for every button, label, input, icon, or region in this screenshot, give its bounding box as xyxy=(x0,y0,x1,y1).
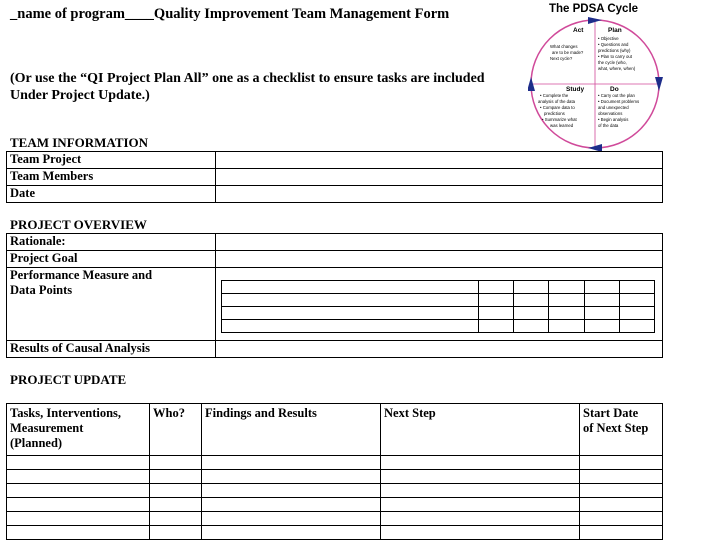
table-row xyxy=(7,512,663,526)
table-row xyxy=(7,341,663,358)
table-cell[interactable] xyxy=(202,498,381,512)
instruction-note-line-1: (Or use the “QI Project Plan All” one as a checklist to ensure tasks are included xyxy=(10,71,485,86)
pdsa-study-line: • Complete the xyxy=(540,93,569,98)
table-cell[interactable] xyxy=(150,512,202,526)
data-point-cell[interactable] xyxy=(619,320,654,333)
pdsa-plan-line: • Objective xyxy=(598,36,619,41)
pdsa-do-line: • Carry out the plan xyxy=(598,93,635,98)
team-members-label: Team Members xyxy=(7,169,216,186)
pdsa-do-line: • Document problems xyxy=(598,99,640,104)
data-point-cell[interactable] xyxy=(479,281,514,294)
project-update-table xyxy=(6,403,663,540)
table-cell[interactable] xyxy=(202,526,381,540)
table-cell[interactable] xyxy=(580,456,663,470)
instruction-note xyxy=(10,70,510,104)
table-cell[interactable] xyxy=(381,526,580,540)
table-cell[interactable] xyxy=(202,484,381,498)
data-point-cell[interactable] xyxy=(514,281,549,294)
data-point-cell[interactable] xyxy=(514,307,549,320)
pdsa-act-label: Act xyxy=(573,27,584,34)
pdsa-study-label: Study xyxy=(566,86,585,93)
table-row xyxy=(222,281,655,294)
table-row xyxy=(222,320,655,333)
table-cell[interactable] xyxy=(7,498,150,512)
rationale-label: Rationale: xyxy=(7,234,216,251)
team-members-field[interactable] xyxy=(216,169,663,186)
table-cell[interactable] xyxy=(150,484,202,498)
tasks-column-header xyxy=(7,404,150,456)
data-point-cell[interactable] xyxy=(619,307,654,320)
data-point-cell[interactable] xyxy=(584,307,619,320)
tasks-header-line-3: (Planned) xyxy=(10,436,63,450)
table-cell[interactable] xyxy=(7,484,150,498)
table-row xyxy=(7,404,663,456)
project-overview-heading: PROJECT OVERVIEW xyxy=(10,217,147,232)
data-point-cell[interactable] xyxy=(479,320,514,333)
table-cell[interactable] xyxy=(150,456,202,470)
table-cell[interactable] xyxy=(7,526,150,540)
instruction-note-line-2: Under Project Update.) xyxy=(10,88,150,103)
data-point-cell[interactable] xyxy=(222,320,479,333)
table-row xyxy=(7,234,663,251)
table-cell[interactable] xyxy=(202,470,381,484)
team-project-label: Team Project xyxy=(7,152,216,169)
project-goal-label: Project Goal xyxy=(7,251,216,268)
pdsa-plan-line: predictions (why) xyxy=(598,48,631,53)
data-points-grid xyxy=(221,280,655,333)
table-row xyxy=(7,456,663,470)
data-point-cell[interactable] xyxy=(479,294,514,307)
data-point-cell[interactable] xyxy=(479,307,514,320)
table-row xyxy=(7,268,663,341)
data-point-cell[interactable] xyxy=(549,320,584,333)
project-update-heading: PROJECT UPDATE xyxy=(10,372,127,387)
team-information-table xyxy=(6,151,663,203)
table-cell[interactable] xyxy=(150,526,202,540)
table-cell[interactable] xyxy=(381,512,580,526)
causal-analysis-field[interactable] xyxy=(216,341,663,358)
table-cell[interactable] xyxy=(381,498,580,512)
start-date-header-line-1: Start Date xyxy=(583,406,639,420)
data-point-cell[interactable] xyxy=(619,281,654,294)
table-row xyxy=(7,152,663,169)
table-cell[interactable] xyxy=(202,456,381,470)
table-cell[interactable] xyxy=(7,470,150,484)
data-point-cell[interactable] xyxy=(584,281,619,294)
team-project-field[interactable] xyxy=(216,152,663,169)
table-row xyxy=(7,498,663,512)
data-point-cell[interactable] xyxy=(549,294,584,307)
pdsa-do-label: Do xyxy=(610,86,619,93)
next-step-column-header: Next Step xyxy=(381,404,580,456)
table-cell[interactable] xyxy=(150,498,202,512)
start-date-column-header xyxy=(580,404,663,456)
pdsa-plan-line: • Questions and xyxy=(598,42,629,47)
table-cell[interactable] xyxy=(580,484,663,498)
svg-text:• Carry out the plan • D xyxy=(598,93,640,128)
project-goal-field[interactable] xyxy=(216,251,663,268)
date-label: Date xyxy=(7,186,216,203)
table-cell[interactable] xyxy=(580,526,663,540)
pdsa-plan-line: • Plan to carry out xyxy=(598,54,632,59)
table-row xyxy=(7,484,663,498)
table-row xyxy=(7,526,663,540)
pdsa-do-line: and unexpected xyxy=(598,105,629,110)
data-point-cell[interactable] xyxy=(222,307,479,320)
performance-measure-label xyxy=(7,268,216,341)
data-point-cell[interactable] xyxy=(549,281,584,294)
table-row xyxy=(7,186,663,203)
table-cell[interactable] xyxy=(580,498,663,512)
data-point-cell[interactable] xyxy=(584,320,619,333)
data-point-cell[interactable] xyxy=(584,294,619,307)
table-cell[interactable] xyxy=(381,484,580,498)
data-point-cell[interactable] xyxy=(549,307,584,320)
pdsa-plan-line: the cycle (who, xyxy=(598,60,627,65)
pdsa-do-line: observations xyxy=(598,111,623,116)
pdsa-act-line: are to be made? xyxy=(552,50,584,55)
rationale-field[interactable] xyxy=(216,234,663,251)
date-field[interactable] xyxy=(216,186,663,203)
pdsa-study-line: • Compare data to xyxy=(540,105,575,110)
pdsa-act-line: What changes xyxy=(550,44,578,49)
data-point-cell[interactable] xyxy=(514,320,549,333)
table-row xyxy=(7,470,663,484)
svg-text:What changes are to be m xyxy=(550,44,585,61)
pdsa-study-line: analysis of the data xyxy=(538,99,576,104)
pdsa-study-line: predictions xyxy=(544,111,565,116)
tasks-header-line-2: Measurement xyxy=(10,421,84,435)
project-overview-table xyxy=(6,233,663,358)
table-cell[interactable] xyxy=(580,470,663,484)
causal-analysis-label: Results of Causal Analysis xyxy=(7,341,216,358)
table-cell[interactable] xyxy=(580,512,663,526)
data-point-cell[interactable] xyxy=(514,294,549,307)
who-column-header: Who? xyxy=(150,404,202,456)
performance-measure-line-2: Data Points xyxy=(10,283,73,297)
pdsa-study-line: • Summarize what xyxy=(542,117,577,122)
table-cell[interactable] xyxy=(381,470,580,484)
form-title: _name of program____Quality Improvement Team Management Form xyxy=(10,6,450,22)
data-point-cell[interactable] xyxy=(619,294,654,307)
table-cell[interactable] xyxy=(150,470,202,484)
pdsa-cycle-diagram xyxy=(528,17,684,151)
pdsa-title: The PDSA Cycle xyxy=(549,3,639,15)
data-point-cell[interactable] xyxy=(222,281,479,294)
table-row xyxy=(222,307,655,320)
pdsa-do-line: • Begin analysis xyxy=(598,117,629,122)
pdsa-study-line: was learned xyxy=(550,123,574,128)
team-information-heading: TEAM INFORMATION xyxy=(10,135,149,150)
data-points-cell xyxy=(216,268,663,341)
performance-measure-line-1: Performance Measure and xyxy=(10,268,153,282)
pdsa-do-line: of the data xyxy=(598,123,619,128)
tasks-header-line-1: Tasks, Interventions, xyxy=(10,406,122,420)
data-point-cell[interactable] xyxy=(222,294,479,307)
pdsa-act-line: Next cycle? xyxy=(550,56,573,61)
table-row xyxy=(7,251,663,268)
table-cell[interactable] xyxy=(202,512,381,526)
findings-column-header: Findings and Results xyxy=(202,404,381,456)
table-row xyxy=(222,294,655,307)
table-cell[interactable] xyxy=(7,456,150,470)
table-cell[interactable] xyxy=(381,456,580,470)
table-row xyxy=(7,169,663,186)
pdsa-plan-line: what, where, when) xyxy=(598,66,636,71)
svg-text:• Objective • Questions xyxy=(598,36,636,71)
start-date-header-line-2: of Next Step xyxy=(583,421,649,435)
table-cell[interactable] xyxy=(7,512,150,526)
pdsa-plan-label: Plan xyxy=(608,27,622,34)
